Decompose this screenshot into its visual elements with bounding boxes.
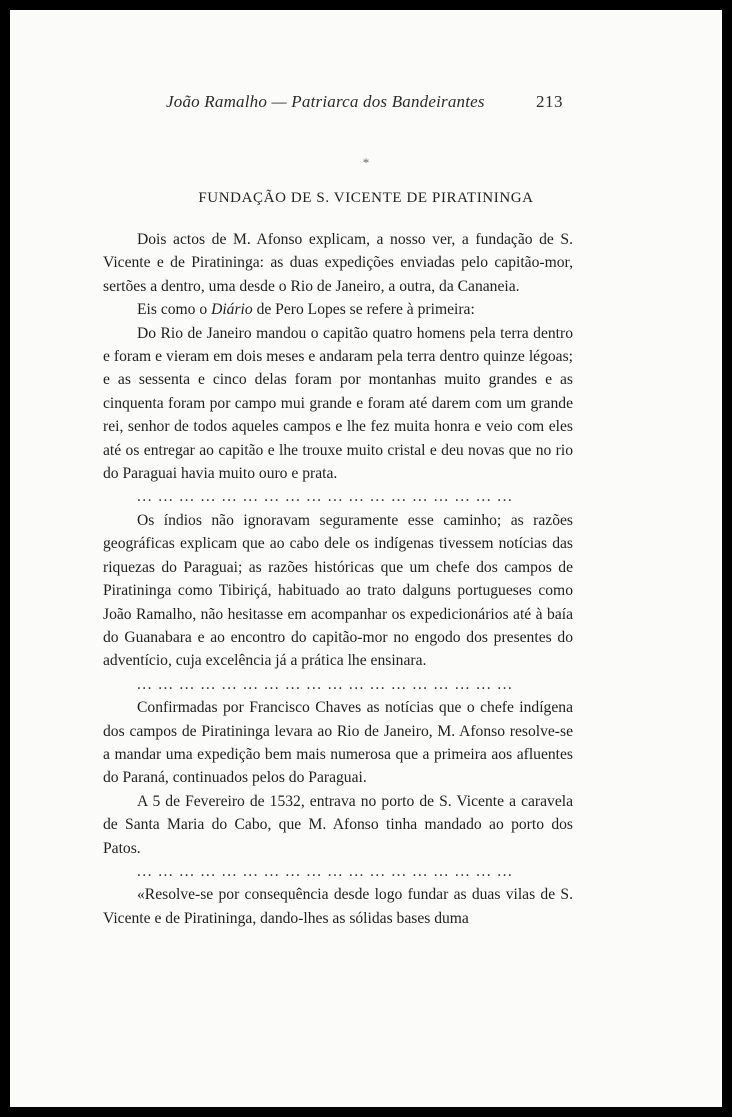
ellipsis-divider: ... ... ... ... ... ... ... ... ... ... ... ... ... ... ... ... ... ... bbox=[137, 675, 514, 693]
paragraph bbox=[103, 298, 573, 321]
paragraph-text: Eis como o bbox=[137, 301, 212, 319]
italic-title: Diário bbox=[211, 301, 253, 319]
paragraph: «Resolve-se por consequência desde logo fundar as duas vilas de S. Vicente e de Piratininga, dando-lhes as sólidas bases duma bbox=[103, 886, 573, 927]
asterisk-ornament: * bbox=[362, 155, 370, 170]
paragraph: Os índios não ignoravam seguramente esse caminho; as razões geográficas explicam que ao cabo dele os indígenas tivessem notícias das riquezas do Paraguai; as razões históricas que um chefe dos campos de Piratininga como Tibiriçá, habituado ao trato dalguns portugueses como João Ramalho, não hesitasse em acompanhar os expedicionários até à baía do Guanabara e ao encontro do capitão-mor no engodo dos presentes do adventício, cuja excelência já a prática lhe ensinara. bbox=[103, 511, 573, 670]
ellipsis-divider: ... ... ... ... ... ... ... ... ... ... ... ... ... ... ... ... ... ... bbox=[137, 862, 514, 880]
page-header bbox=[10, 92, 722, 120]
paragraph: Confirmadas por Francisco Chaves as notícias que o chefe indígena dos campos de Piratininga levara ao Rio de Janeiro, M. Afonso resolve-se a mandar uma expedição bem mais numerosa que a primeira aos afluentes do Paraná, continuados pelos do Paraguai. bbox=[103, 699, 573, 787]
body-text bbox=[103, 228, 573, 930]
quotation-paragraph: Do Rio de Janeiro mandou o capitão quatro homens pela terra dentro e foram e vieram em dois meses e andaram pela terra dentro quinze légoas; e as sessenta e cinco delas foram por montanhas muito grandes e as cinquenta foram por campo mui grande e foram até darem com um grande rei, senhor de todos aqueles campos e lhe fez muita honra e veio com eles até os entregar ao capitão e lhe trouxe muito cristal e deu novas que no rio do Paraguai havia muito ouro e prata. bbox=[103, 324, 573, 483]
paragraph-text: de Pero Lopes se refere à primeira: bbox=[252, 301, 475, 319]
paragraph: A 5 de Fevereiro de 1532, entrava no porto de S. Vicente a caravela de Santa Maria do Cabo, que M. Afonso tinha mandado ao porto dos Patos. bbox=[103, 792, 573, 857]
section-title: FUNDAÇÃO DE S. VICENTE DE PIRATININGA bbox=[198, 190, 534, 206]
running-title: João Ramalho — Patriarca dos Bandeirantes bbox=[166, 92, 485, 111]
ellipsis-divider: ... ... ... ... ... ... ... ... ... ... ... ... ... ... ... ... ... ... bbox=[137, 488, 514, 506]
page-number: 213 bbox=[536, 92, 563, 111]
book-page bbox=[10, 10, 722, 1107]
paragraph: Dois actos de M. Afonso explicam, a nosso ver, a fundação de S. Vicente e de Piratininga: as duas expedições enviadas pelo capitão-mor, sertões a dentro, uma desde o Rio de Janeiro, a outra, da Cananeia. bbox=[103, 231, 573, 295]
